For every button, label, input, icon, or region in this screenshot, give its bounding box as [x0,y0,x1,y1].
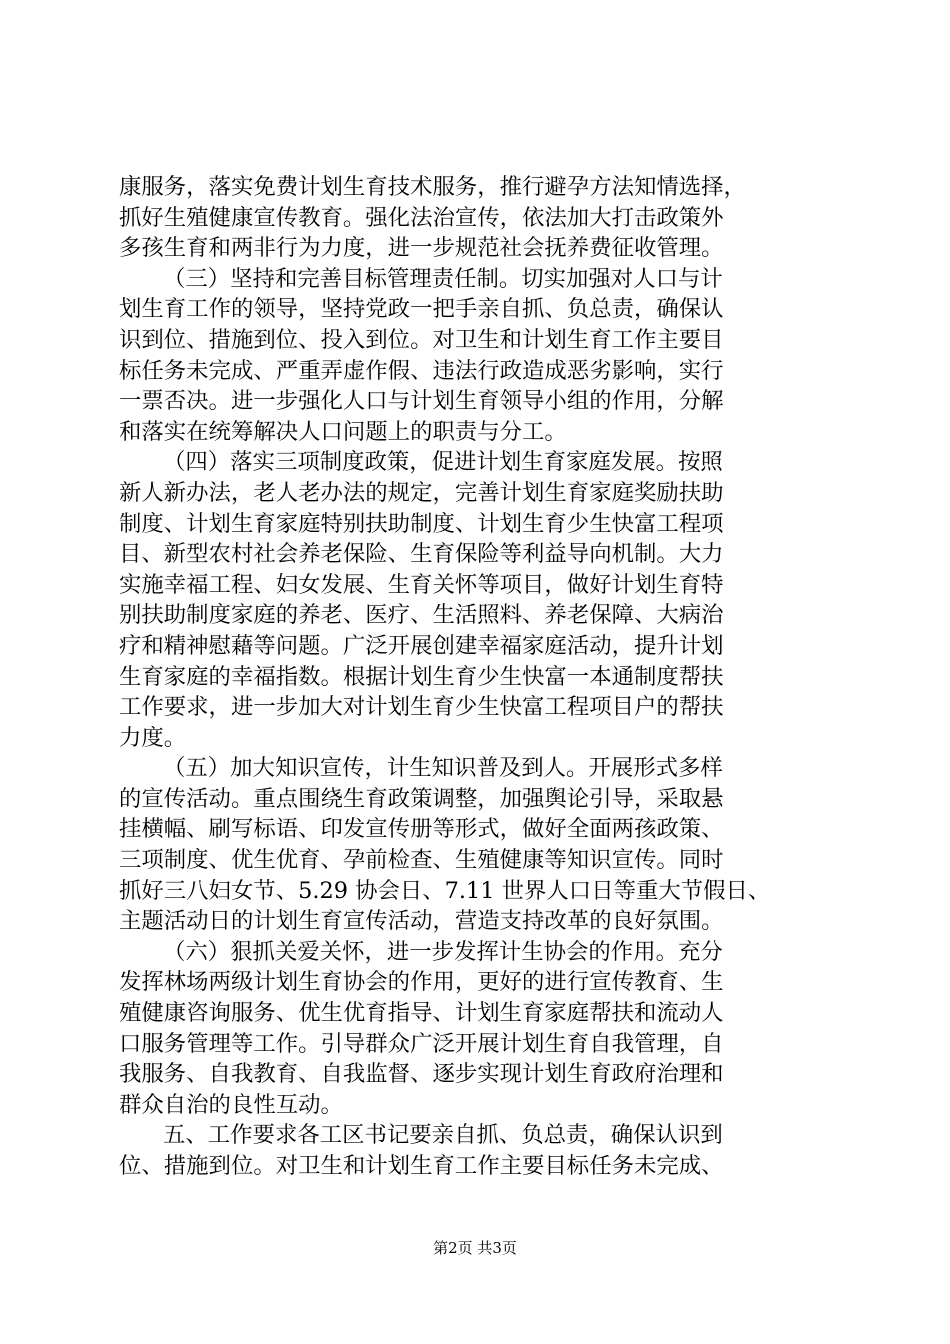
text-line: 抓好生殖健康宣传教育。强化法治宣传，依法加大打击政策外 [119,204,724,231]
text-line: 和落实在统筹解决人口问题上的职责与分工。 [119,418,567,445]
text-line: 别扶助制度家庭的养老、医疗、生活照料、养老保障、大病治 [119,602,724,629]
text-line: 生育家庭的幸福指数。根据计划生育少生快富一本通制度帮扶 [119,663,724,690]
text-line: 力度。 [119,724,187,751]
text-line: 我服务、自我教育、自我监督、逐步实现计划生育政府治理和 [119,1061,724,1088]
text-line: 一票否决。进一步强化人口与计划生育领导小组的作用，分解 [119,388,724,415]
text-line: 工作要求，进一步加大对计划生育少生快富工程项目户的帮扶 [119,694,724,721]
text-line: 疗和精神慰藉等问题。广泛开展创建幸福家庭活动，提升计划 [119,632,724,659]
text-line: 五、工作要求各工区书记要亲自抓、负总责，确保认识到 [163,1122,723,1149]
text-line: 挂横幅、刷写标语、印发宣传册等形式，做好全面两孩政策、 [119,816,724,843]
text-line: 主题活动日的计划生育宣传活动，营造支持改革的良好氛围。 [119,908,724,935]
page-footer: 第2页 共3页 [433,1239,517,1257]
text-line: 实施幸福工程、妇女发展、生育关怀等项目，做好计划生育特 [119,571,724,598]
text-line: 发挥林场两级计划生育协会的作用，更好的进行宣传教育、生 [119,969,724,996]
text-line: 划生育工作的领导，坚持党政一把手亲自抓、负总责，确保认 [119,296,724,323]
text-line: 殖健康咨询服务、优生优育指导、计划生育家庭帮扶和流动人 [119,1000,724,1027]
text-line: （三）坚持和完善目标管理责任制。切实加强对人口与计 [163,265,723,292]
text-line: 三项制度、优生优育、孕前检查、生殖健康等知识宣传。同时 [119,847,724,874]
text-line: 目、新型农村社会养老保险、生育保险等利益导向机制。大力 [119,541,724,568]
text-line: （五）加大知识宣传，计生知识普及到人。开展形式多样 [163,755,723,782]
text-line: 位、措施到位。对卫生和计划生育工作主要目标任务未完成、 [119,1153,724,1179]
text-line: 新人新办法，老人老办法的规定，完善计划生育家庭奖励扶助 [119,479,724,506]
text-line: 康服务，落实免费计划生育技术服务，推行避孕方法知情选择， [119,174,746,200]
text-line: 制度、计划生育家庭特别扶助制度、计划生育少生快富工程项 [119,510,724,537]
text-line: 识到位、措施到位、投入到位。对卫生和计划生育工作主要目 [119,326,724,353]
text-line: （四）落实三项制度政策，促进计划生育家庭发展。按照 [163,449,723,476]
text-line: 的宣传活动。重点围绕生育政策调整，加强舆论引导，采取悬 [119,785,724,812]
text-line: 抓好三八妇女节、5.29 协会日、7.11 世界人口日等重大节假日、 [119,877,771,904]
text-line: （六）狠抓关爱关怀，进一步发挥计生协会的作用。充分 [163,938,723,965]
text-line: 群众自治的良性互动。 [119,1091,343,1118]
text-line: 多孩生育和两非行为力度，进一步规范社会抚养费征收管理。 [119,235,724,262]
text-line: 标任务未完成、严重弄虚作假、违法行政造成恶劣影响，实行 [119,357,724,384]
document-body [119,172,839,1182]
text-line: 口服务管理等工作。引导群众广泛开展计划生育自我管理，自 [119,1030,724,1057]
